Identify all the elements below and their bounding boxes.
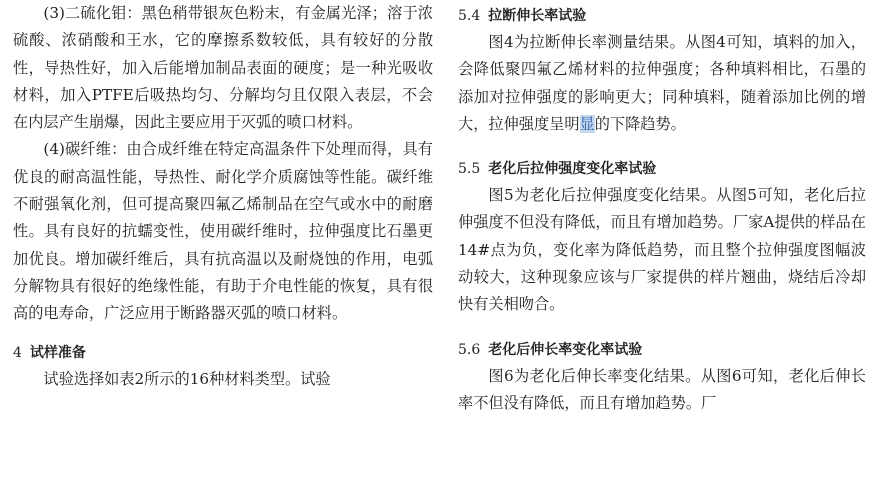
section-title: 拉断伸长率试验 — [488, 8, 587, 24]
section-heading-5-4 — [458, 3, 866, 29]
right-column — [458, 0, 866, 417]
section-heading-5-5 — [458, 156, 866, 182]
section-title: 老化后拉伸强度变化率试验 — [488, 161, 657, 178]
paragraph-molybdenum-disulfide: (3)二硫化钼：黑色稍带银灰色粉末，有金属光泽；溶于浓硫酸、浓硝酸和王水，它的摩擦系数较低，具有较好的分散性，导热性好，加入后能增加制品表面的硬度；是一种光吸收材料，加入PTFE后吸热均匀、分解均匀且仅限入表层，不会在内层产生崩爆，因此主要应用于灭弧的喷口材料。 — [13, 4, 433, 132]
paragraph-elongation-test — [458, 29, 866, 138]
section-number: 5.4 — [458, 8, 481, 24]
section-title: 老化后伸长率变化率试验 — [488, 341, 643, 358]
paragraph-text-tail: 的下降趋势。 — [594, 114, 686, 133]
paragraph-carbon-fiber: (4)碳纤维：由合成纤维在特定高温条件下处理而得，具有优良的耐高温性能，导热性、耐化学介质腐蚀等性能。碳纤维不耐强氧化剂，但可提高聚四氟乙烯制品在空气或水中的耐磨性。具有良好的抗蠕变性，使用碳纤维时，拉伸强度比石墨更加优良。增加碳纤维后，具有抗高温以及耐烧蚀的作用，电弧分解物具有很好的绝缘性能，有助于介电性能的恢复，具有很高的电寿命，广泛应用于断路器灭弧的喷口材料。 — [13, 140, 433, 323]
section-heading-4 — [13, 340, 433, 366]
left-column — [13, 0, 433, 393]
paragraph-text: 图4为拉断伸长率测量结果。从图4可知，填料的加入，会降低聚四氟乙烯材料的拉伸强度；各种填料相比，石墨的添加对拉伸强度的影响更大；同种填料，随着添加比例的增大，拉伸强度呈明 — [458, 33, 866, 133]
selected-text-highlight[interactable]: 显 — [579, 114, 595, 133]
section-number: 5.6 — [458, 341, 481, 358]
paragraph-aged-elongation: 图6为老化后伸长率变化结果。从图6可知，老化后伸长率不但没有降低，而且有增加趋势。厂 — [458, 366, 866, 412]
section-number: 5.5 — [458, 161, 481, 178]
section-number: 4 — [13, 344, 22, 361]
section-title: 试样准备 — [29, 344, 86, 361]
paragraph-sample-preparation: 试验选择如表2所示的16种材料类型。试验 — [43, 369, 331, 388]
section-heading-5-6 — [458, 337, 866, 363]
paragraph-aged-tensile-strength: 图5为老化后拉伸强度变化结果。从图5可知，老化后拉伸强度不但没有降低，而且有增加趋势。厂家A提供的样品在14#点为负，变化率为降低趋势，而且整个拉伸强度图幅波动较大，这种现象应该与厂家提供的样片翘曲，烧结后冷却快有关相吻合。 — [458, 186, 866, 314]
